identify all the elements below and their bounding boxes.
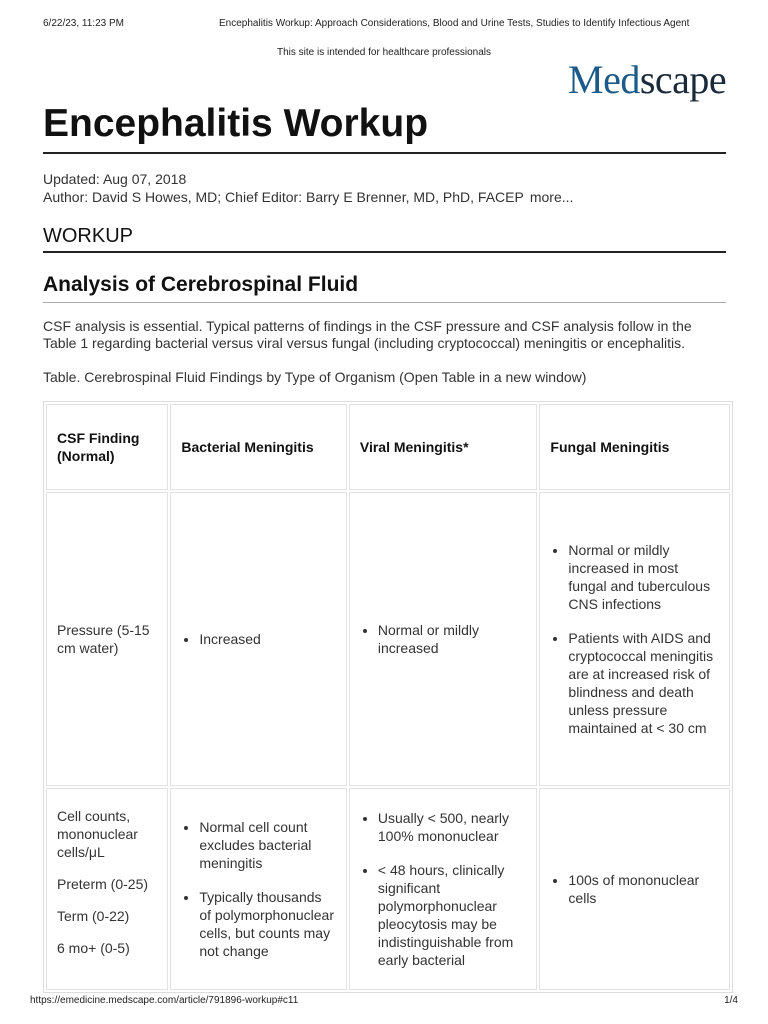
csf-findings-table <box>43 401 733 993</box>
list-item: • Typically thousands of polymorphonuclear cells, but counts may not change <box>199 888 336 960</box>
list-item: • Normal or mildly increased <box>378 621 527 657</box>
list-item: • Normal cell count excludes bacterial meningitis <box>199 818 336 872</box>
table-row-pressure <box>46 492 730 786</box>
table-row-cell-counts <box>46 788 730 990</box>
print-header <box>43 18 725 29</box>
header-bacterial: Bacterial Meningitis <box>170 404 347 490</box>
footer-page-number: 1/4 <box>724 995 738 1006</box>
cell-pressure-fungal <box>539 492 730 786</box>
medscape-logo[interactable]: Medscape <box>568 57 727 102</box>
intro-paragraph: CSF analysis is essential. Typical patterns of findings in the CSF pressure and CSF analysis follow in the Table 1 regarding bacterial versus viral versus fungal (including cryptococcal) meningitis or encephalitis. <box>43 318 692 351</box>
csf-table-container <box>43 401 733 1001</box>
professional-notice: This site is intended for healthcare professionals <box>276 47 491 58</box>
list-item: • 100s of mononuclear cells <box>568 871 719 907</box>
table-caption[interactable]: Table. Cerebrospinal Fluid Findings by Type of Organism (Open Table in a new window) <box>43 369 587 385</box>
print-datetime: 6/22/23, 11:23 PM <box>43 18 124 29</box>
author-line: Author: David S Howes, MD; Chief Editor: Barry E Brenner, MD, PhD, FACEP more... <box>43 189 574 205</box>
article-meta <box>43 170 573 206</box>
cell-counts-finding: Cell counts, mononuclear cells/μL Preterm (0-25) Term (0-22) 6 mo+ (0-5) <box>46 788 168 990</box>
print-footer <box>30 995 738 1006</box>
section-heading: WORKUP <box>43 225 133 247</box>
list-item: • Usually < 500, nearly 100% mononuclear <box>378 809 527 845</box>
cell-counts-viral <box>349 788 538 990</box>
print-page-title: Encephalitis Workup: Approach Considerations, Blood and Urine Tests, Studies to Identify Infectious Agent <box>219 18 690 29</box>
subsection-heading: Analysis of Cerebrospinal Fluid <box>43 273 359 296</box>
cell-counts-fungal <box>539 788 730 990</box>
more-authors-link[interactable]: more... <box>529 189 574 205</box>
cell-counts-bacterial <box>170 788 347 990</box>
header-fungal: Fungal Meningitis <box>539 404 730 490</box>
list-item: • Increased <box>199 630 336 648</box>
cell-pressure-viral <box>349 492 538 786</box>
list-item: • Normal or mildly increased in most fungal and tuberculous CNS infections <box>568 541 719 613</box>
subsection-divider <box>43 302 726 303</box>
page-title: Encephalitis Workup <box>43 102 429 145</box>
list-item: • < 48 hours, clinically significant polymorphonuclear pleocytosis may be indistinguishable from early bacterial <box>378 861 527 969</box>
title-divider <box>43 152 726 154</box>
footer-url[interactable]: https://emedicine.medscape.com/article/791896-workup#c11 <box>30 995 299 1006</box>
cell-pressure-bacterial <box>170 492 347 786</box>
header-csf-finding: CSF Finding (Normal) <box>46 404 168 490</box>
section-divider <box>43 251 726 253</box>
cell-pressure-finding: Pressure (5-15 cm water) <box>46 492 168 786</box>
list-item: • Patients with AIDS and cryptococcal meningitis are at increased risk of blindness and death unless pressure maintained at < 30 cm <box>568 629 719 737</box>
updated-date: Updated: Aug 07, 2018 <box>43 171 187 187</box>
header-viral: Viral Meningitis* <box>349 404 538 490</box>
table-header-row <box>46 404 730 490</box>
